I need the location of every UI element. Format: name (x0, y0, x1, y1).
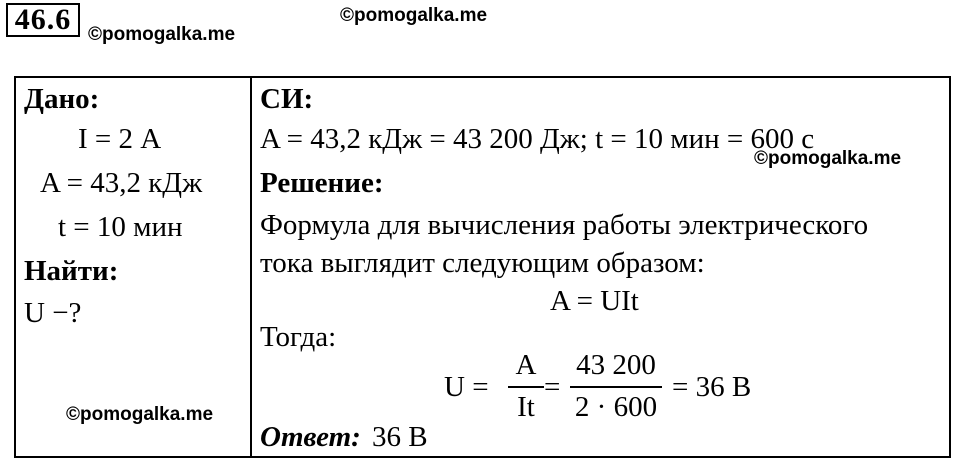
then-label: Тогда: (260, 321, 337, 353)
fraction-denominator: It (517, 391, 535, 423)
find-heading: Найти: (24, 255, 119, 287)
fraction-values (568, 348, 664, 428)
given-time: t = 10 мин (58, 211, 183, 243)
watermark: ©pomogalka.me (88, 24, 236, 45)
si-conversion: A = 43,2 кДж = 43 200 Дж; t = 10 мин = 600 с (260, 123, 815, 155)
problem-number: 46.6 (6, 3, 80, 37)
solution-heading: Решение: (260, 167, 384, 199)
fraction-numerator: A (515, 349, 537, 381)
find-value: U −? (24, 297, 82, 329)
si-heading: СИ: (260, 83, 314, 115)
answer-value: 36 В (372, 421, 428, 453)
watermark: ©pomogalka.me (66, 404, 214, 425)
answer-label: Ответ: (260, 421, 361, 453)
fraction-bar (508, 386, 544, 388)
solution-text-line1: Формула для вычисления работы электрического (260, 209, 869, 241)
given-work: A = 43,2 кДж (40, 167, 203, 199)
fraction-denominator: 2 · 600 (574, 391, 658, 423)
given-current: I = 2 А (78, 123, 162, 155)
watermark: ©pomogalka.me (754, 148, 902, 169)
calc-lhs: U = (444, 371, 489, 403)
calc-equals: = (544, 371, 561, 403)
fraction-numerator: 43 200 (576, 349, 656, 381)
watermark: ©pomogalka.me (340, 5, 488, 26)
formula: A = UIt (550, 285, 639, 317)
solution-table (14, 76, 951, 458)
given-heading: Дано: (24, 83, 100, 115)
fraction-bar (570, 386, 662, 388)
column-divider (250, 78, 252, 456)
fraction-a-over-it (506, 348, 546, 428)
solution-text-line2: тока выглядит следующим образом: (260, 247, 705, 279)
calc-result: = 36 В (672, 371, 752, 403)
